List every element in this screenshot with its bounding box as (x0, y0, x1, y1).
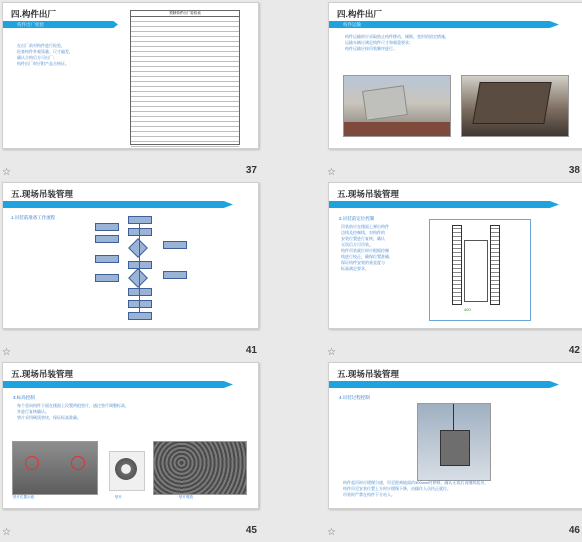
slide-canvas (328, 362, 582, 509)
text-line: 线进行校正，确保位置准确， (341, 254, 393, 259)
text-line: 检查构件外观质量、尺寸偏差， (17, 49, 73, 54)
slide-number: 45 (245, 525, 257, 536)
text-line: 构件起吊时应缓慢匀速，吊至距离地面约300mm时停顿，确认无误后再继续起吊， (343, 480, 489, 485)
text-line: 构件吊装就位时应根据控制 (341, 248, 389, 253)
slide-text (343, 480, 575, 498)
subheading: 1.吊装前准备工作流程 (11, 215, 56, 220)
text-line: 构件出厂时应附产品合格证。 (17, 61, 69, 66)
text-line: 吊装前应在楼面上弹出构件 (341, 224, 389, 229)
title-bar (329, 201, 559, 208)
slide-title: 四.构件出厂 (337, 9, 382, 19)
slide-thumb-38[interactable] (291, 0, 582, 180)
table-title: 预制构件出厂检验表 (131, 11, 239, 17)
animation-star-icon[interactable]: ☆ (2, 527, 11, 538)
slide-thumb-42[interactable] (291, 180, 582, 360)
title-bar (329, 21, 559, 28)
flow-node (95, 223, 119, 231)
slide-canvas (2, 182, 259, 329)
flow-node (128, 300, 152, 308)
slide-title: 五.现场吊装管理 (11, 369, 73, 379)
slide-title: 四.构件出厂 (11, 9, 56, 19)
text-line: 吊装时严禁在构件下方站人。 (343, 492, 395, 497)
text-line: 安装位置进行复核，确认 (341, 236, 385, 241)
photo-caption: 垫片堆放 (179, 495, 193, 499)
bar-label: 构件运输 (343, 21, 361, 27)
slide-number: 46 (568, 525, 580, 536)
text-line: 构件运输应按吊装顺序进行。 (345, 46, 397, 51)
animation-star-icon[interactable]: ☆ (327, 167, 336, 178)
flow-connector (139, 223, 140, 313)
slide-thumb-37[interactable] (0, 0, 291, 180)
slide-number: 38 (568, 165, 580, 176)
lifting-photo (417, 403, 491, 481)
slide-number: 42 (568, 345, 580, 356)
inspection-table (130, 10, 240, 145)
title-bar (3, 381, 233, 388)
flow-node (163, 241, 187, 249)
slide-text (17, 43, 117, 67)
flow-node (128, 228, 152, 236)
slide-thumb-45[interactable] (0, 360, 291, 540)
photo-caption: 垫片位置示意 (13, 495, 34, 499)
slide-thumb-41[interactable] (0, 180, 291, 360)
slide-canvas (2, 2, 259, 149)
dimension-label: 400 (464, 307, 471, 312)
text-line: 垫片采用硬质垫块，保证标高准确。 (17, 415, 81, 420)
subheading: 2.吊装前定位控制 (339, 216, 375, 221)
flow-decision (128, 268, 148, 288)
transport-photo-2 (461, 75, 569, 137)
flow-decision (128, 238, 148, 258)
flow-node (95, 235, 119, 243)
flow-node (128, 312, 152, 320)
shim-photo (109, 451, 145, 491)
title-bar (3, 201, 233, 208)
shim-stack-photo (153, 441, 247, 495)
animation-star-icon[interactable]: ☆ (327, 347, 336, 358)
slide-number: 37 (245, 165, 257, 176)
slide-canvas (2, 362, 259, 509)
shim-location-photo (12, 441, 98, 495)
positioning-diagram (429, 219, 531, 321)
animation-star-icon[interactable]: ☆ (2, 167, 11, 178)
title-bar (329, 381, 559, 388)
text-line: 在出厂前对构件进行检验， (17, 43, 65, 48)
subheading: 4.吊装过程控制 (339, 395, 370, 400)
photo-caption: 垫片 (115, 495, 122, 499)
slide-number: 41 (245, 345, 257, 356)
text-line: 边线及控制线，对构件的 (341, 230, 385, 235)
transport-photo-1 (343, 75, 451, 137)
subheading: 3.标高控制 (13, 395, 35, 400)
flow-node (163, 271, 187, 279)
flow-node (128, 216, 152, 224)
text-line: 构件吊至安装位置上方时应缓慢下降，由操作人员扶正就位。 (343, 486, 451, 491)
text-line: 确认合格后方可出厂； (17, 55, 57, 60)
slide-canvas (328, 182, 582, 329)
flow-node (128, 261, 152, 269)
text-line: 并进行复核确认。 (17, 409, 49, 414)
bar-label: 构件出厂检验 (17, 21, 44, 27)
text-line: 标高满足要求。 (341, 266, 369, 271)
slide-title: 五.现场吊装管理 (337, 189, 399, 199)
text-line: 保证构件安装的垂直度与 (341, 260, 385, 265)
flow-node (95, 255, 119, 263)
slide-title: 五.现场吊装管理 (337, 369, 399, 379)
flow-node (128, 288, 152, 296)
text-line: 每个竖向构件下面在楼面上设置两组垫片，通过垫片调整标高， (17, 403, 129, 408)
flow-node (95, 274, 119, 282)
slide-text (341, 224, 419, 272)
slide-title: 五.现场吊装管理 (11, 189, 73, 199)
slide-thumb-46[interactable] (291, 360, 582, 540)
text-line: 构件运输时应采取防止构件移动、倾倒、变形的固定措施， (345, 34, 449, 39)
animation-star-icon[interactable]: ☆ (327, 527, 336, 538)
text-line: 无误后方可吊装。 (341, 242, 373, 247)
slide-text (345, 34, 570, 52)
slide-text (17, 403, 247, 421)
animation-star-icon[interactable]: ☆ (2, 347, 11, 358)
slide-canvas (328, 2, 582, 149)
text-line: 运输车辆应满足构件尺寸和载重要求； (345, 40, 413, 45)
